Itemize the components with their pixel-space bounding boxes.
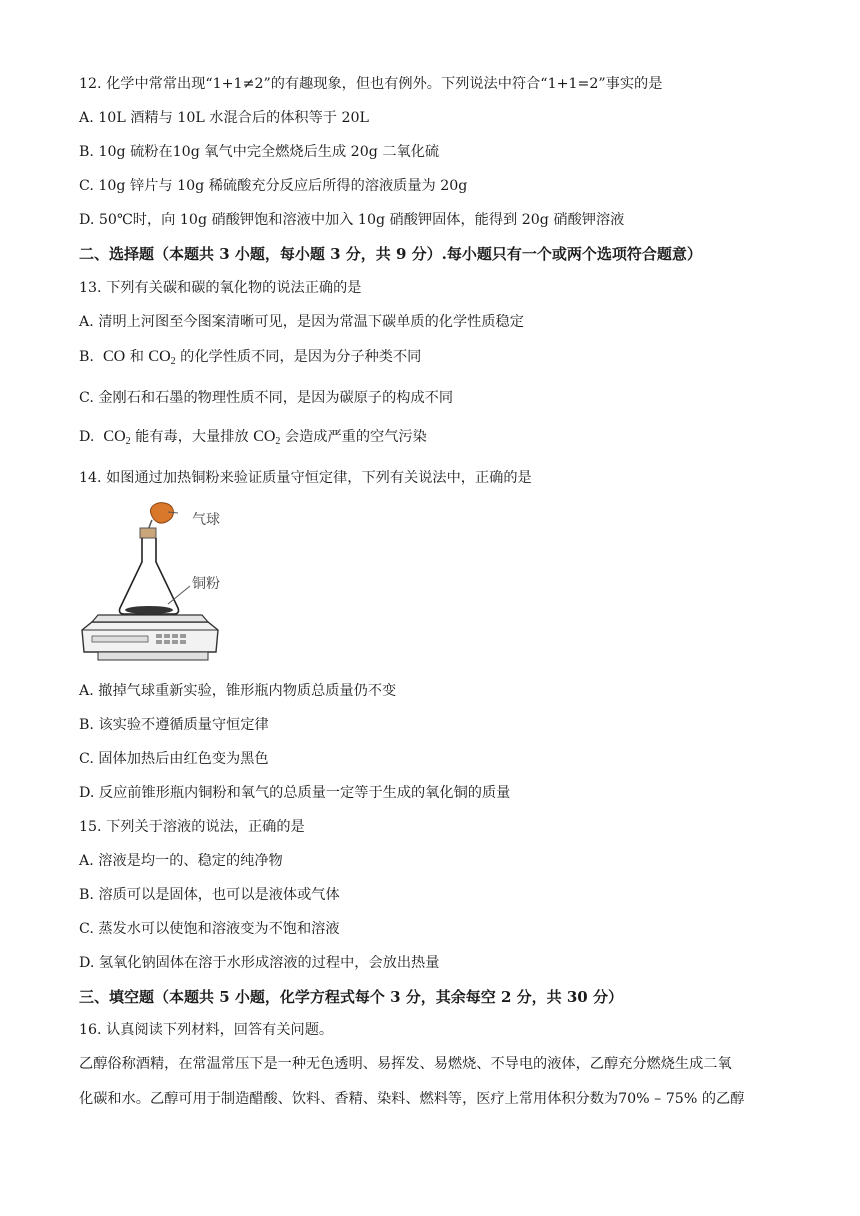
q12-stem: 12. 化学中常常出现“1+1≠2”的有趣现象，但也有例外。下列说法中符合“1+1=2”事实的是	[79, 76, 663, 92]
balloon-label: 气球	[192, 512, 220, 528]
q15-option-c: C. 蒸发水可以使饱和溶液变为不饱和溶液	[79, 921, 340, 937]
stopper	[140, 528, 156, 538]
formula-co2: $CO_2$	[148, 348, 176, 367]
q13-b-text: 的化学性质不同，是因为分子种类不同	[175, 349, 422, 365]
q15-stem: 15. 下列关于溶液的说法，正确的是	[79, 819, 305, 835]
q12-option-c: C. 10g 锌片与 10g 稀硫酸充分反应后所得的溶液质量为 20g	[79, 178, 468, 194]
q14-option-a: A. 撤掉气球重新实验，锥形瓶内物质总质量仍不变	[79, 683, 397, 699]
q13-option-d	[79, 427, 820, 452]
q14-stem: 14. 如图通过加热铜粉来验证质量守恒定律，下列有关说法中，正确的是	[79, 470, 532, 486]
flask-on-balance-figure	[78, 500, 238, 666]
copper-label: 铜粉	[192, 576, 220, 592]
q12-option-b: B. 10g 硫粉在10g 氧气中完全燃烧后生成 20g 二氧化硫	[79, 144, 440, 160]
balance-display	[92, 636, 148, 642]
section2-title: 二、选择题（本题共 3 小题，每小题 3 分，共 9 分）.每小题只有一个或两个选项符合题意）	[79, 245, 702, 263]
formula-co2: $CO_2$	[103, 428, 131, 447]
q16-paragraph-line1: 乙醇俗称酒精，在常温常压下是一种无色透明、易挥发、易燃烧、不导电的液体，乙醇充分燃烧生成二氧	[79, 1056, 732, 1072]
q13-option-b-label: B.	[79, 349, 94, 365]
balloon-icon	[148, 503, 178, 531]
formula-co: CO	[102, 348, 126, 365]
formula-co2: $CO_2$	[253, 428, 281, 447]
q13-d-text2: 会造成严重的空气污染	[280, 429, 427, 445]
q12-option-d: D. 50℃时，向 10g 硝酸钾饱和溶液中加入 10g 硝酸钾固体，能得到 20g 硝酸钾溶液	[79, 212, 625, 228]
q15-option-d: D. 氢氧化钠固体在溶于水形成溶液的过程中，会放出热量	[79, 955, 440, 971]
q13-stem: 13. 下列有关碳和碳的氧化物的说法正确的是	[79, 280, 362, 296]
q13-b-and: 和	[125, 349, 149, 365]
q14-option-b: B. 该实验不遵循质量守恒定律	[79, 717, 269, 733]
q14-option-c: C. 固体加热后由红色变为黑色	[79, 751, 269, 767]
q13-d-text1: 能有毒，大量排放	[130, 429, 254, 445]
q15-option-b: B. 溶质可以是固体，也可以是液体或气体	[79, 887, 340, 903]
q14-option-d: D. 反应前锥形瓶内铜粉和氧气的总质量一定等于生成的氧化铜的质量	[79, 785, 511, 801]
section3-title: 三、填空题（本题共 5 小题，化学方程式每个 3 分，其余每空 2 分，共 30 分）	[79, 988, 623, 1006]
copper-powder	[125, 606, 173, 614]
q12-option-a: A. 10L 酒精与 10L 水混合后的体积等于 20L	[79, 110, 369, 126]
q13-option-d-label: D.	[79, 429, 95, 445]
q13-option-c: C. 金刚石和石墨的物理性质不同，是因为碳原子的构成不同	[79, 390, 454, 406]
q13-option-b	[79, 347, 820, 372]
balance-base	[98, 652, 208, 660]
q16-stem: 16. 认真阅读下列材料，回答有关问题。	[79, 1022, 334, 1038]
balance-pan	[92, 615, 208, 622]
q13-option-a: A. 清明上河图至今图案清晰可见，是因为常温下碳单质的化学性质稳定	[79, 314, 524, 330]
q16-paragraph-line2: 化碳和水。乙醇可用于制造醋酸、饮料、香精、染料、燃料等，医疗上常用体积分数为70% – 75% 的乙醇	[79, 1091, 745, 1107]
q15-option-a: A. 溶液是均一的、稳定的纯净物	[79, 853, 283, 869]
